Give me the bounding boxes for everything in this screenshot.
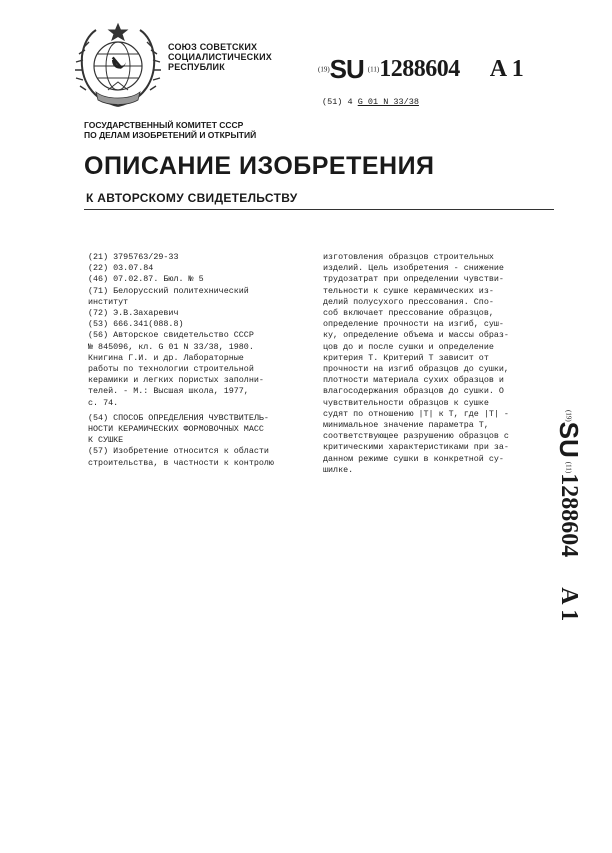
biblio-line: керамики и легких пористых заполни- — [88, 375, 264, 386]
kind-code: A 1 — [489, 56, 524, 82]
abstract-line: делий полусухого прессования. Спо- — [323, 296, 494, 307]
abstract-line: чувствительности образцов к сушке — [323, 397, 489, 408]
biblio-line: институт — [88, 296, 129, 307]
abstract-line: судят по отношению |Т| к Т, где |Т| - — [323, 408, 509, 419]
abstract-line: соответствующее разрушению образцов с — [323, 431, 509, 442]
side-patent-code — [548, 410, 588, 700]
biblio-line: с. 74. — [88, 397, 119, 408]
left-column — [88, 252, 316, 469]
abstract-line: минимальное значение параметра Т, — [323, 420, 489, 431]
biblio-line: Книгина Г.И. и др. Лабораторные — [88, 352, 244, 363]
biblio-line: (21) 3795763/29-33 — [88, 252, 179, 262]
biblio-line: (46) 07.02.87. Бюл. № 5 — [88, 274, 204, 285]
abstract-line: влагосодержания образцов до сушки. О — [323, 386, 504, 397]
ipc-class: G 01 N 33/38 — [357, 97, 419, 107]
country-prefix: (19) — [318, 65, 330, 74]
biblio-line: (72) Э.В.Захаревич — [88, 308, 179, 319]
side-kind-code: A 1 — [556, 587, 582, 622]
side-number-prefix: (11) — [564, 461, 573, 474]
abstract-line: (57) Изобретение относится к области — [88, 446, 269, 457]
union-name — [168, 42, 272, 72]
abstract-line: критерия Т. Критерий Т зависит от — [323, 352, 489, 363]
abstract-line: соб включает прессование образцов, — [323, 308, 494, 319]
abstract-line: изделий. Цель изобретения - снижение — [323, 263, 504, 274]
abstract-line: данном режиме сушки в конкретной су- — [323, 453, 504, 464]
committee-line: ПО ДЕЛАМ ИЗОБРЕТЕНИЙ И ОТКРЫТИЙ — [84, 130, 257, 140]
patent-number: 1288604 — [379, 56, 460, 82]
abstract-line: критическими характеристиками при за- — [323, 442, 509, 453]
right-column — [323, 252, 555, 476]
abstract-line: цов до и после сушки и определение — [323, 341, 494, 352]
biblio-line: телей. - М.: Высшая школа, 1977, — [88, 386, 249, 397]
side-country-prefix: (19) — [564, 410, 573, 422]
abstract-line: строительства, в частности к контролю — [88, 457, 274, 468]
abstract-line: ку, определение объема и массы образ- — [323, 330, 509, 341]
biblio-line: (56) Авторское свидетельство СССР — [88, 330, 254, 341]
ussr-emblem — [72, 20, 164, 114]
biblio-line: (53) 666.341(088.8) — [88, 319, 184, 330]
biblio-line: работы по технологии строительной — [88, 364, 254, 375]
country-code: SU — [329, 54, 364, 84]
abstract-line: определение прочности на изгиб, суш- — [323, 319, 504, 330]
abstract-line: прочности на изгиб образцов до сушки, — [323, 364, 509, 375]
abstract-line: трудозатрат при определении чувстви- — [323, 274, 504, 285]
side-country-code: SU — [554, 421, 584, 458]
state-committee — [84, 120, 256, 140]
committee-line: ГОСУДАРСТВЕННЫЙ КОМИТЕТ СССР — [84, 120, 244, 130]
biblio-line: № 845096, кл. G 01 N 33/38, 1980. — [88, 341, 254, 352]
invention-title-line: К СУШКЕ — [88, 435, 124, 446]
union-line: СОЦИАЛИСТИЧЕСКИХ — [168, 52, 272, 62]
abstract-line: шилке. — [323, 464, 354, 475]
side-patent-number: 1288604 — [556, 473, 582, 558]
union-line: РЕСПУБЛИК — [168, 62, 225, 72]
invention-title-line: НОСТИ КЕРАМИЧЕСКИХ ФОРМОВОЧНЫХ МАСС — [88, 424, 264, 435]
invention-title-line: (54) СПОСОБ ОПРЕДЕЛЕНИЯ ЧУВСТВИТЕЛЬ- — [88, 412, 269, 423]
abstract-line: плотности материала сухих образцов и — [323, 375, 504, 386]
patent-code — [318, 54, 524, 82]
header-divider — [84, 209, 554, 210]
biblio-line: (71) Белорусский политехнический — [88, 285, 249, 296]
biblio-line: (22) 03.07.84 — [88, 263, 154, 274]
union-line: СОЮЗ СОВЕТСКИХ — [168, 42, 258, 52]
ipc-prefix: (51) 4 — [322, 97, 353, 107]
document-title: ОПИСАНИЕ ИЗОБРЕТЕНИЯ — [84, 152, 435, 180]
abstract-line: изготовления образцов строительных — [323, 252, 494, 262]
document-subtitle: К АВТОРСКОМУ СВИДЕТЕЛЬСТВУ — [86, 191, 298, 205]
abstract-line: тельности к сушке керамических из- — [323, 285, 494, 296]
number-prefix: (11) — [367, 65, 380, 74]
ipc-classification — [322, 97, 419, 107]
